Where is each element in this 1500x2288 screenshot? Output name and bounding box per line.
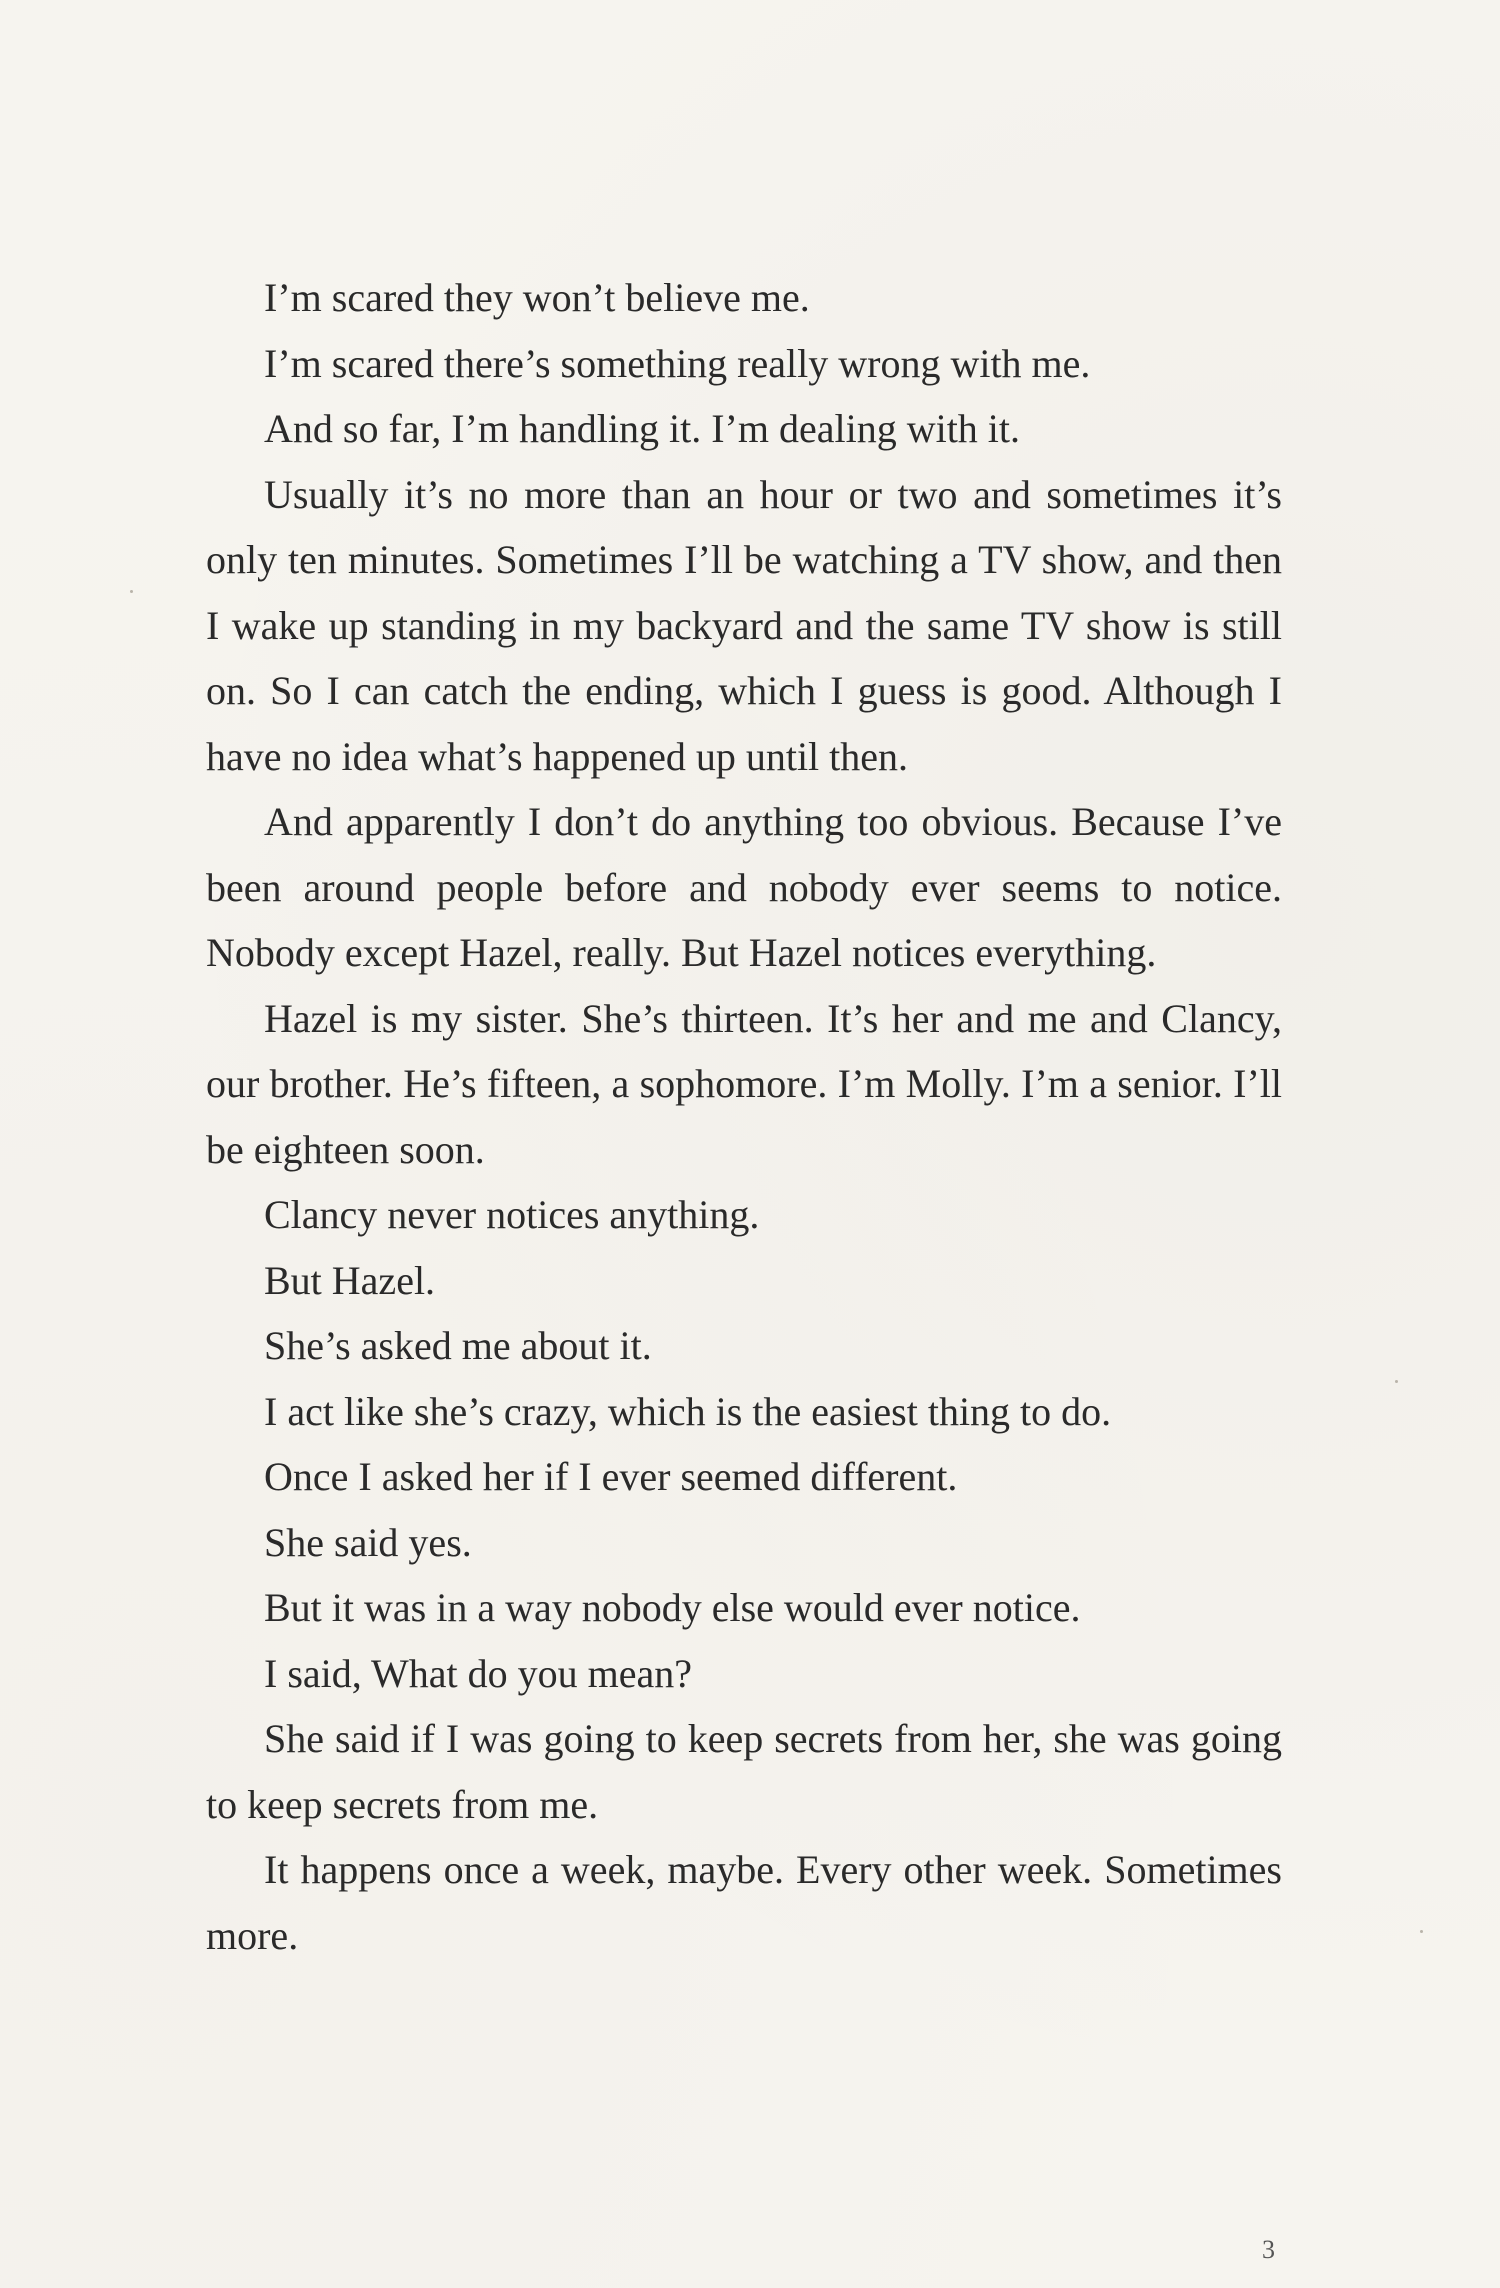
paper-speck — [1420, 1930, 1423, 1933]
paragraph: I act like she’s crazy, which is the easiest thing to do. — [264, 1388, 1112, 1434]
paragraph: Usually it’s no more than an hour or two and sometimes it’s only ten minutes. Sometimes I’ll be watching a TV show, and then I wake up standing in my backyard and the same TV show is still on. So I can catch the ending, which I guess is good. Although I have no idea what’s happened up until then. — [206, 471, 1282, 779]
paragraph: It happens once a week, maybe. Every other week. Sometimes more. — [206, 1847, 1282, 1958]
paragraph: I’m scared they won’t believe me. — [264, 275, 810, 320]
page-number: 3 — [1262, 2235, 1275, 2264]
paper-speck — [130, 590, 133, 593]
paragraph: She’s asked me about it. — [264, 1323, 652, 1368]
paragraph: And apparently I don’t do anything too obvious. Because I’ve been around people before and nobody ever seems to notice. Nobody except Hazel, really. But Hazel notices everything. — [206, 799, 1282, 975]
paragraph: She said yes. — [264, 1519, 472, 1565]
paragraph: Hazel is my sister. She’s thirteen. It’s her and me and Clancy, our brother. He’s fifteen, a sophomore. I’m Molly. I’m a senior. I’ll be eighteen soon. — [206, 995, 1282, 1172]
body-text — [206, 265, 1282, 1968]
paper-speck — [1395, 1380, 1398, 1383]
paragraph: But it was in a way nobody else would ever notice. — [264, 1585, 1081, 1630]
paragraph: Once I asked her if I ever seemed different. — [264, 1454, 958, 1499]
paragraph: Clancy never notices anything. — [264, 1192, 760, 1237]
paragraph: And so far, I’m handling it. I’m dealing with it. — [264, 406, 1021, 451]
paragraph: But Hazel. — [264, 1257, 436, 1303]
paragraph: I’m scared there’s something really wrong with me. — [264, 340, 1091, 386]
paragraph: She said if I was going to keep secrets from her, she was going to keep secrets from me. — [206, 1716, 1282, 1827]
paragraph: I said, What do you mean? — [264, 1650, 693, 1696]
